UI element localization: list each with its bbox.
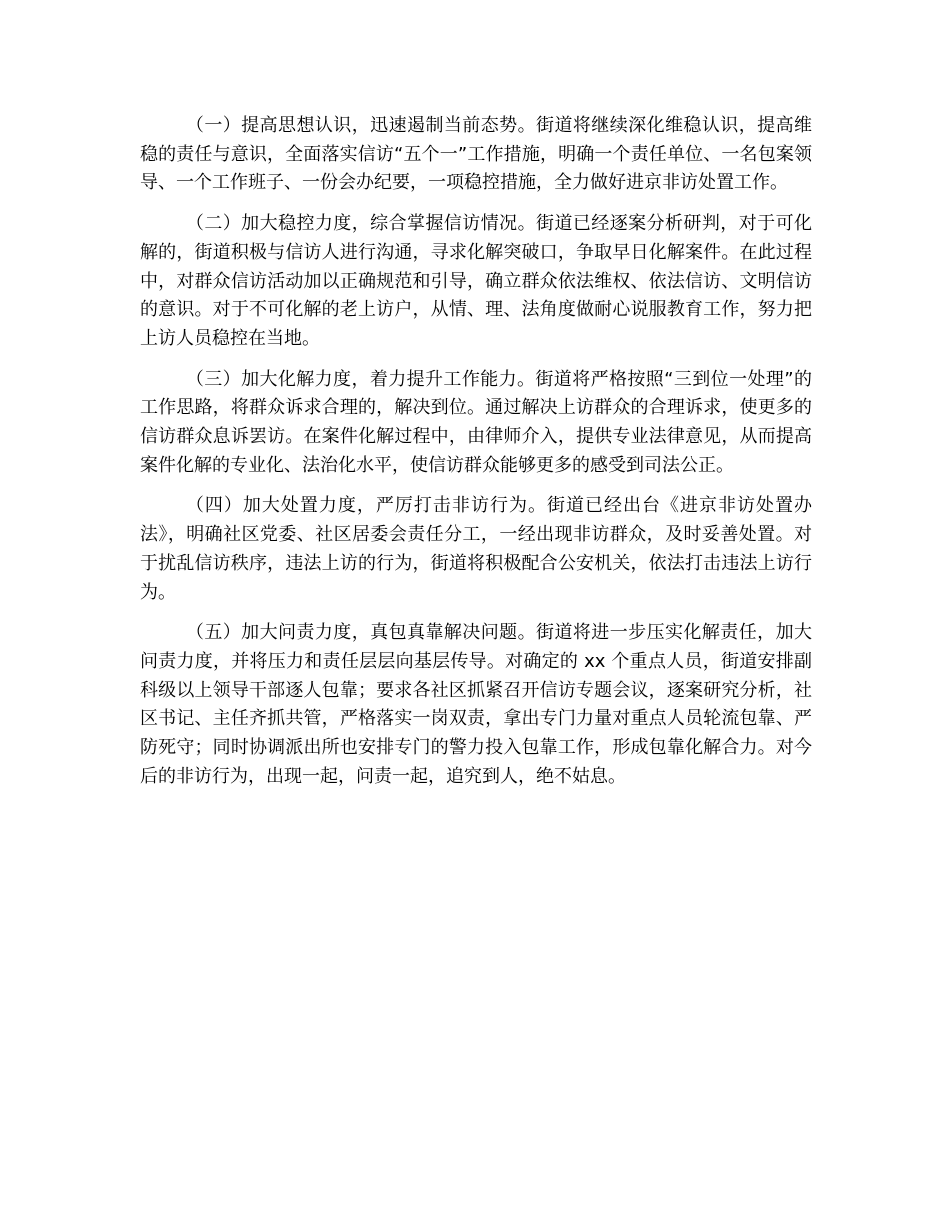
paragraph-1: （一）提高思想认识，迅速遏制当前态势。街道将继续深化维稳认识，提高维稳的责任与意识，全面落实信访“五个一”工作措施，明确一个责任单位、一名包案领导、一个工作班子、一份会办纪要，一项稳控措施，全力做好进京非访处置工作。 [140, 115, 812, 194]
paragraph-3: （三）加大化解力度，着力提升工作能力。街道将严格按照“三到位一处理”的工作思路，将群众诉求合理的，解决到位。通过解决上访群众的合理诉求，使更多的信访群众息诉罢访。在案件化解过程中，由律师介入，提供专业法律意见，从而提高案件化解的专业化、法治化水平，使信访群众能够更多的感受到司法公正。 [140, 368, 812, 476]
paragraph-2: （二）加大稳控力度，综合掌握信访情况。街道已经逐案分析研判，对于可化解的，街道积极与信访人进行沟通，寻求化解突破口，争取早日化解案件。在此过程中，对群众信访活动加以正确规范和引导，确立群众依法维权、依法信访、文明信访的意识。对于不可化解的老上访户，从情、理、法角度做耐心说服教育工作，努力把上访人员稳控在当地。 [140, 213, 812, 349]
paragraph-5: （五）加大问责力度，真包真靠解决问题。街道将进一步压实化解责任，加大问责力度，并将压力和责任层层向基层传导。对确定的 xx 个重点人员，街道安排副科级以上领导干部逐人包靠；要求各社区抓紧召开信访专题会议，逐案研究分析，社区书记、主任齐抓共管，严格落实一岗双责，拿出专门力量对重点人员轮流包靠、严防死守；同时协调派出所也安排专门的警力投入包靠工作，形成包靠化解合力。对今后的非访行为，出现一起，问责一起，追究到人，绝不姑息。 [140, 622, 812, 787]
paragraph-4: （四）加大处置力度，严厉打击非访行为。街道已经出台《进京非访处置办法》，明确社区党委、社区居委会责任分工，一经出现非访群众，及时妥善处置。对于扰乱信访秩序，违法上访的行为，街道将积极配合公安机关，依法打击违法上访行为。 [140, 495, 812, 603]
document-page [140, 112, 812, 803]
